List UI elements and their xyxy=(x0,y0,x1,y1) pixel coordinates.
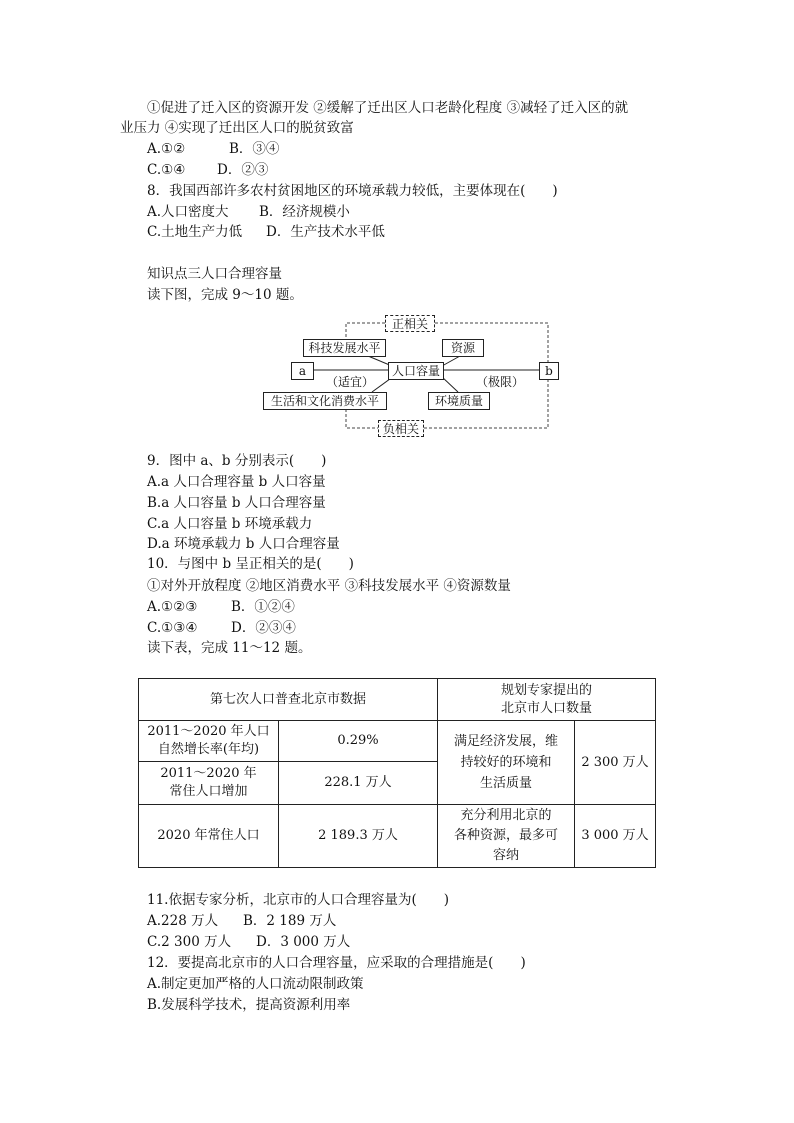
q9-option-c: C.a 人口容量 b 环境承载力 xyxy=(147,516,313,532)
limit-label: （极限） xyxy=(476,375,525,389)
tech-level-box: 科技发展水平 xyxy=(303,339,386,357)
q12-option-b: B.发展科学技术，提高资源利用率 xyxy=(147,997,351,1013)
environment-quality-box: 环境质量 xyxy=(428,392,490,410)
table-row xyxy=(139,721,656,762)
q10-option-c: C.①③④ xyxy=(147,620,198,636)
population-2020-label: 2020 年常住人口 xyxy=(139,805,279,868)
node-b-box: b xyxy=(539,362,559,380)
growth-rate-label-line2: 自然增长率(年均) xyxy=(157,742,260,757)
q10-stem: 10．与图中 b 呈正相关的是( ) xyxy=(147,556,354,572)
q7-option-b: B．③④ xyxy=(229,141,280,157)
table-header-row xyxy=(139,679,656,721)
q10-items: ①对外开放程度 ②地区消费水平 ③科技发展水平 ④资源数量 xyxy=(147,578,511,594)
plan1-description xyxy=(438,721,575,805)
plan2-desc-line3: 容纳 xyxy=(492,848,519,863)
q11-option-a: A.228 万人 xyxy=(147,913,219,929)
q7-items-line1: ①促进了迁入区的资源开发 ②缓解了迁出区人口老龄化程度 ③减轻了迁入区的就 xyxy=(147,100,629,116)
negative-correlation-label: 负相关 xyxy=(378,420,424,437)
suitable-label: （适宜） xyxy=(326,375,375,389)
q10-option-d: D．②③④ xyxy=(231,620,296,636)
q7-items-line2: 业压力 ④实现了迁出区人口的脱贫致富 xyxy=(120,120,354,136)
table-intro: 读下表，完成 11～12 题。 xyxy=(147,640,312,656)
q7-option-d: D．②③ xyxy=(217,162,269,178)
increase-value: 228.1 万人 xyxy=(279,762,438,805)
section-title: 知识点三人口合理容量 xyxy=(147,266,282,282)
plan2-description xyxy=(438,805,575,868)
q8-stem: 8．我国西部许多农村贫困地区的环境承载力较低，主要体现在( ) xyxy=(147,183,558,199)
q12-stem: 12．要提高北京市的人口合理容量，应采取的合理措施是( ) xyxy=(147,955,526,971)
q8-option-b: B．经济规模小 xyxy=(259,204,350,220)
growth-rate-label xyxy=(139,721,279,762)
q10-option-a: A.①②③ xyxy=(147,599,198,615)
q9-option-b: B.a 人口容量 b 人口合理容量 xyxy=(147,495,326,511)
q11-option-c: C.2 300 万人 xyxy=(147,934,232,950)
table-header-plan-line2: 北京市人口数量 xyxy=(500,700,592,716)
node-a-box: a xyxy=(291,362,314,380)
q12-option-a: A.制定更加严格的人口流动限制政策 xyxy=(147,976,364,992)
q11-option-b: B．2 189 万人 xyxy=(243,913,337,929)
growth-rate-label-line1: 2011～2020 年人口 xyxy=(147,724,270,739)
increase-label-line2: 常住人口增加 xyxy=(169,784,248,799)
q8-option-a: A.人口密度大 xyxy=(147,204,229,220)
resource-box: 资源 xyxy=(442,339,484,357)
plan1-desc-line3: 生活质量 xyxy=(479,776,532,791)
increase-label xyxy=(139,762,279,805)
increase-label-line1: 2011～2020 年 xyxy=(160,766,257,781)
living-standard-box: 生活和文化消费水平 xyxy=(263,392,387,410)
positive-correlation-label: 正相关 xyxy=(385,315,435,332)
table-row xyxy=(139,805,656,868)
plan1-desc-line1: 满足经济发展，维 xyxy=(453,734,558,749)
q9-stem: 9．图中 a、b 分别表示( ) xyxy=(147,453,327,469)
table-header-census: 第七次人口普查北京市数据 xyxy=(139,679,438,721)
q8-option-c: C.土地生产力低 xyxy=(147,224,243,240)
plan2-desc-line2: 各种资源，最多可 xyxy=(453,828,558,843)
plan1-value: 2 300 万人 xyxy=(575,721,656,805)
beijing-population-table xyxy=(138,678,656,868)
q7-option-c: C.①④ xyxy=(147,162,186,178)
plan2-desc-line1: 充分利用北京的 xyxy=(460,808,552,823)
q7-option-a: A.①② xyxy=(147,141,186,157)
q10-option-b: B．①②④ xyxy=(231,599,295,615)
section-intro: 读下图，完成 9～10 题。 xyxy=(147,287,303,303)
population-2020-value: 2 189.3 万人 xyxy=(279,805,438,868)
table-header-plan-line1: 规划专家提出的 xyxy=(500,682,592,698)
q8-option-d: D．生产技术水平低 xyxy=(266,224,385,240)
population-capacity-box: 人口容量 xyxy=(388,362,444,380)
growth-rate-value: 0.29% xyxy=(279,721,438,762)
plan2-value: 3 000 万人 xyxy=(575,805,656,868)
q9-option-a: A.a 人口合理容量 b 人口容量 xyxy=(147,474,326,490)
q9-option-d: D.a 环境承载力 b 人口合理容量 xyxy=(147,536,340,552)
plan1-desc-line2: 持较好的环境和 xyxy=(460,755,552,770)
diagram-connectors xyxy=(0,0,794,460)
q11-option-d: D．3 000 万人 xyxy=(256,934,351,950)
q11-stem: 11.依据专家分析，北京市的人口合理容量为( ) xyxy=(147,892,450,908)
table-header-plan xyxy=(438,679,656,721)
